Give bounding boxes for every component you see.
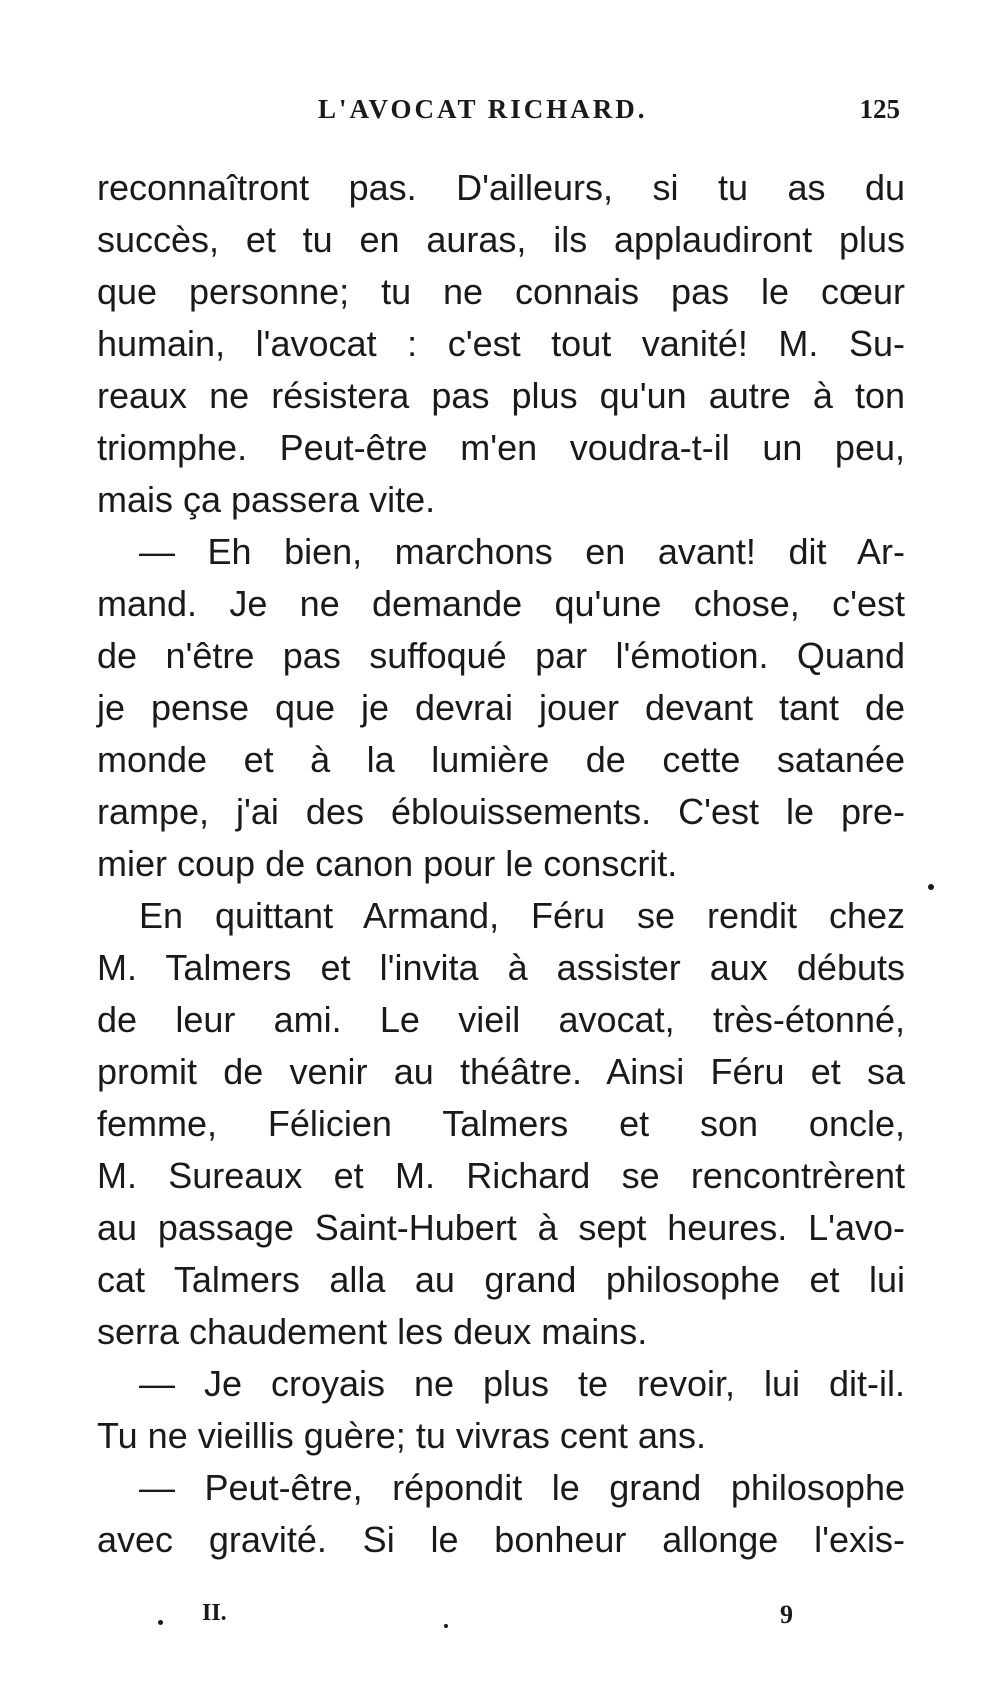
speck-mark xyxy=(158,1620,163,1625)
text-line: mais ça passera vite. xyxy=(97,479,436,520)
text-line: M. Talmers et l'invita à assister aux débuts xyxy=(97,947,905,988)
text-line: de leur ami. Le vieil avocat, très-étonné, xyxy=(97,999,905,1040)
text-line: monde et à la lumière de cette satanée xyxy=(97,739,905,780)
text-line: rampe, j'ai des éblouissements. C'est le pre- xyxy=(97,791,905,832)
text-line: reaux ne résistera pas plus qu'un autre à ton xyxy=(97,375,905,416)
page-number: 125 xyxy=(859,94,900,124)
text-line: M. Sureaux et M. Richard se rencontrèrent xyxy=(97,1155,905,1196)
text-line: je pense que je devrai jouer devant tant de xyxy=(97,687,905,728)
text-line: au passage Saint-Hubert à sept heures. L'avo- xyxy=(97,1207,905,1248)
text-line: succès, et tu en auras, ils applaudiront plus xyxy=(97,219,905,260)
speck-mark xyxy=(928,884,934,890)
text-line: — Peut-être, répondit le grand philosophe xyxy=(139,1467,905,1508)
text-line: femme, Félicien Talmers et son oncle, xyxy=(97,1103,905,1144)
text-line: que personne; tu ne connais pas le cœur xyxy=(97,271,905,312)
text-line: En quittant Armand, Féru se rendit chez xyxy=(139,895,905,936)
text-line: — Eh bien, marchons en avant! dit Ar- xyxy=(139,531,905,572)
text-line: serra chaudement les deux mains. xyxy=(97,1311,648,1352)
text-line: — Je croyais ne plus te revoir, lui dit-il. xyxy=(139,1363,905,1404)
text-line: cat Talmers alla au grand philosophe et lui xyxy=(97,1259,905,1300)
signature-label: II. xyxy=(202,1600,227,1626)
running-title: L'AVOCAT RICHARD. xyxy=(318,94,648,124)
text-line: promit de venir au théâtre. Ainsi Féru et sa xyxy=(97,1051,905,1092)
text-line: mier coup de canon pour le conscrit. xyxy=(97,843,678,884)
text-line: reconnaîtront pas. D'ailleurs, si tu as du xyxy=(97,167,905,208)
signature-mark: 9 xyxy=(780,1600,793,1629)
text-line: triomphe. Peut-être m'en voudra-t-il un peu, xyxy=(97,427,905,468)
speck-mark xyxy=(444,1624,448,1628)
text-line: humain, l'avocat : c'est tout vanité! M. Su- xyxy=(97,323,905,364)
text-line: avec gravité. Si le bonheur allonge l'exis- xyxy=(97,1519,905,1560)
text-line: de n'être pas suffoqué par l'émotion. Quand xyxy=(97,635,905,676)
text-line: mand. Je ne demande qu'une chose, c'est xyxy=(97,583,905,624)
text-line: Tu ne vieillis guère; tu vivras cent ans. xyxy=(97,1415,706,1456)
